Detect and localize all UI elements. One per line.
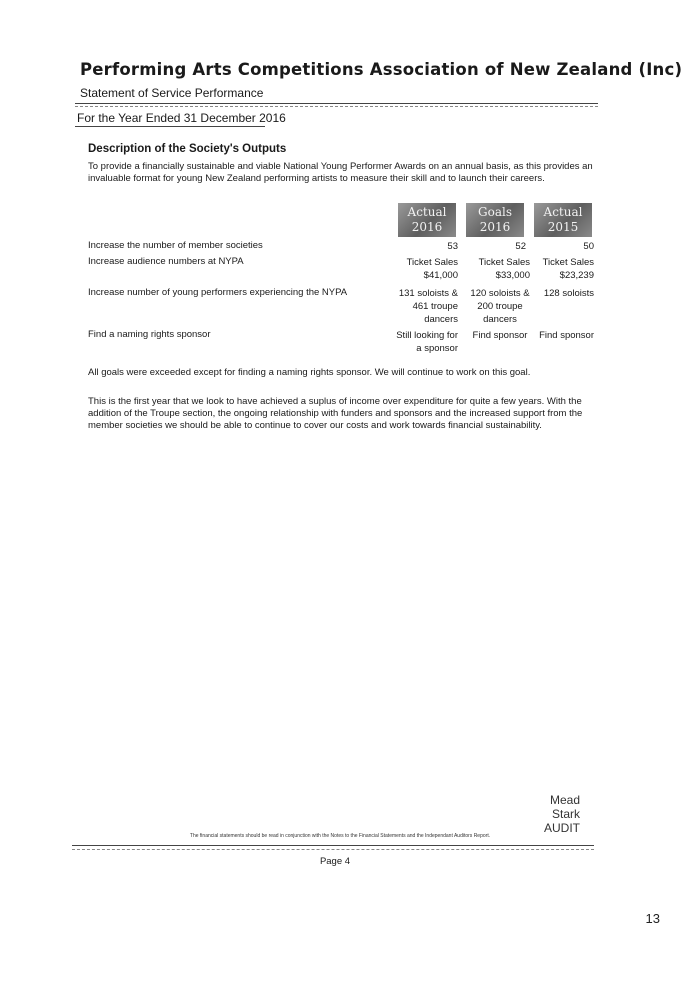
cell-goals-2016: 120 soloists & 200 troupe dancers [470, 288, 530, 325]
footer-divider-dotted [72, 849, 594, 850]
column-header-line: 2015 [547, 220, 579, 234]
cell-actual-2015: Find sponsor [539, 330, 594, 341]
column-header-line: Actual [407, 205, 447, 219]
column-header-line: Actual [543, 205, 583, 219]
cell-actual-2016: Still looking for a sponsor [396, 330, 458, 354]
cell-goals-2016: 52 [515, 241, 526, 252]
statement-subtitle: Statement of Service Performance [80, 86, 264, 100]
cell-actual-2016: Ticket Sales $41,000 [406, 257, 458, 281]
column-header-line: Goals [478, 205, 512, 219]
row-label: Increase number of young performers experiencing the NYPA [88, 287, 348, 298]
column-header-actual-2015 [534, 203, 592, 237]
cell-goals-2016: Ticket Sales $33,000 [478, 257, 530, 281]
cell-actual-2015: 128 soloists [543, 288, 594, 299]
cell-goals-2016: Find sponsor [472, 330, 528, 341]
audit-stamp [520, 793, 580, 835]
goals-summary: All goals were exceeded except for finding a naming rights sponsor. We will continue to work on this goal. [88, 367, 531, 378]
section-heading: Description of the Society's Outputs [88, 143, 287, 155]
audit-stamp-line: Mead Stark [549, 793, 580, 821]
footer-note: The financial statements should be read in conjunction with the Notes to the Financial Statements and the Independant Auditors Report. [189, 833, 491, 839]
cell-actual-2016: 53 [447, 241, 458, 252]
audit-stamp-line: AUDIT [544, 821, 580, 835]
row-label: Find a naming rights sponsor [88, 329, 211, 340]
period-line: For the Year Ended 31 December 2016 [77, 111, 286, 125]
column-header-actual-2016 [398, 203, 456, 237]
org-title: Performing Arts Competitions Association of New Zealand (Inc) [80, 60, 683, 79]
page-label: Page 4 [319, 856, 351, 867]
cell-actual-2015: Ticket Sales $23,239 [542, 257, 594, 281]
surplus-note: This is the first year that we look to have achieved a suplus of income over expenditure for quite a few years. With the addition of the Troupe section, the ongoing relationship with funders and sponsors and the increased support from the member societies we should be able to continue to cover our costs and work towards financial sustainability. [88, 396, 583, 431]
cell-actual-2015: 50 [583, 241, 594, 252]
header-divider-dotted [75, 106, 598, 107]
column-header-line: 2016 [479, 220, 511, 234]
row-label: Increase audience numbers at NYPA [88, 256, 244, 267]
column-header-line: 2016 [411, 220, 443, 234]
column-header-goals-2016 [466, 203, 524, 237]
period-underline [75, 126, 265, 127]
row-label: Increase the number of member societies [88, 240, 263, 251]
footer-divider [72, 845, 594, 846]
page-number: 13 [645, 911, 660, 926]
header-divider [75, 103, 598, 104]
section-description: To provide a financially sustainable and viable National Young Performer Awards on an annual basis, as this provides an invaluable format for young New Zealand performing artists to measure their skill and to launch their careers. [88, 161, 593, 184]
cell-actual-2016: 131 soloists & 461 troupe dancers [398, 288, 458, 325]
